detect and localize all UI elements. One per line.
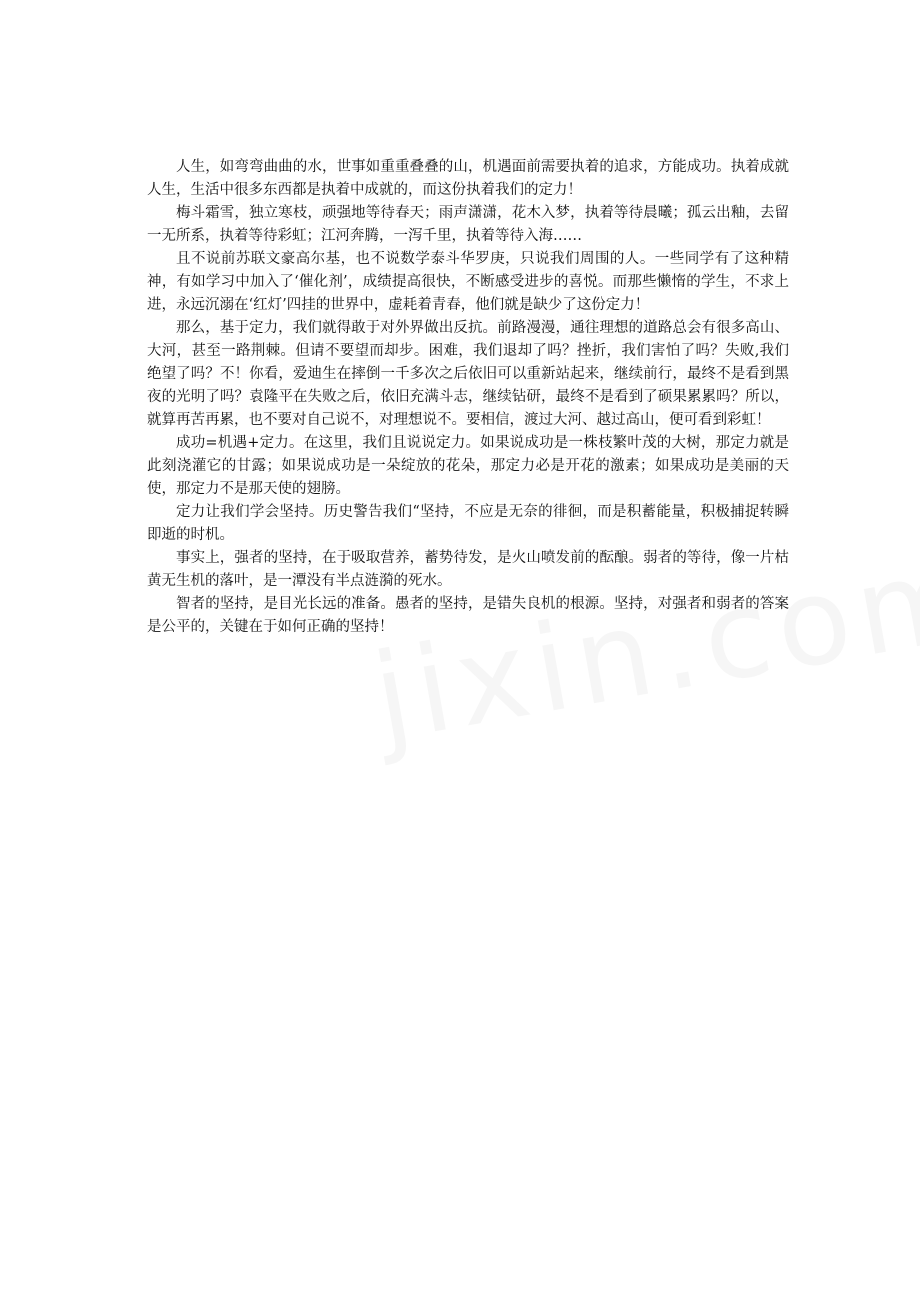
paragraph: 且不说前苏联文豪高尔基，也不说数学泰斗华罗庚，只说我们周围的人。一些同学有了这种精神，有如学习中加入了‘催化剂’，成绩提高很快，不断感受进步的喜悦。而那些懒惰的学生，不求上进，永远沉溺在‘红灯’四挂的世界中，虚耗着青春，他们就是缺少了这份定力！	[147, 251, 789, 313]
paragraph: 智者的坚持，是目光长远的准备。愚者的坚持，是错失良机的根源。坚持，对强者和弱者的答案是公平的，关键在于如何正确的坚持！	[147, 596, 789, 635]
paragraph: 成功=机遇+定力。在这里，我们且说说定力。如果说成功是一株枝繁叶茂的大树，那定力就是此刻浇灌它的甘露；如果说成功是一朵绽放的花朵，那定力必是开花的激素；如果成功是美丽的天使，那定力不是那天使的翅膀。	[147, 435, 789, 497]
paragraph: 事实上，强者的坚持，在于吸取营养，蓄势待发，是火山喷发前的酝酿。弱者的等待，像一片枯黄无生机的落叶，是一潭没有半点涟漪的死水。	[147, 550, 789, 589]
paragraph: 人生，如弯弯曲曲的水，世事如重重叠叠的山，机遇面前需要执着的追求，方能成功。执着成就人生，生活中很多东西都是执着中成就的，而这份执着我们的定力！	[147, 159, 789, 198]
document-body	[147, 156, 789, 639]
paragraph: 定力让我们学会坚持。历史警告我们“坚持，不应是无奈的徘徊，而是积蓄能量，积极捕捉转瞬即逝的时机。	[147, 504, 789, 543]
paragraph: 那么，基于定力，我们就得敢于对外界做出反抗。前路漫漫，通往理想的道路总会有很多高山、大河，甚至一路荆棘。但请不要望而却步。困难，我们退却了吗？挫折，我们害怕了吗？失败,我们绝望了吗？不！你看，爱迪生在摔倒一千多次之后依旧可以重新站起来，继续前行，最终不是看到黑夜的光明了吗？袁隆平在失败之后，依旧充满斗志，继续钻研，最终不是看到了硕果累累吗？所以，就算再苦再累，也不要对自己说不，对理想说不。要相信，渡过大河、越过高山，便可看到彩虹！	[147, 320, 789, 428]
paragraph: 梅斗霜雪，独立寒枝，顽强地等待春天；雨声潇潇，花木入梦，执着等待晨曦；孤云出釉，去留一无所系，执着等待彩虹；江河奔腾，一泻千里，执着等待入海……	[147, 205, 789, 244]
